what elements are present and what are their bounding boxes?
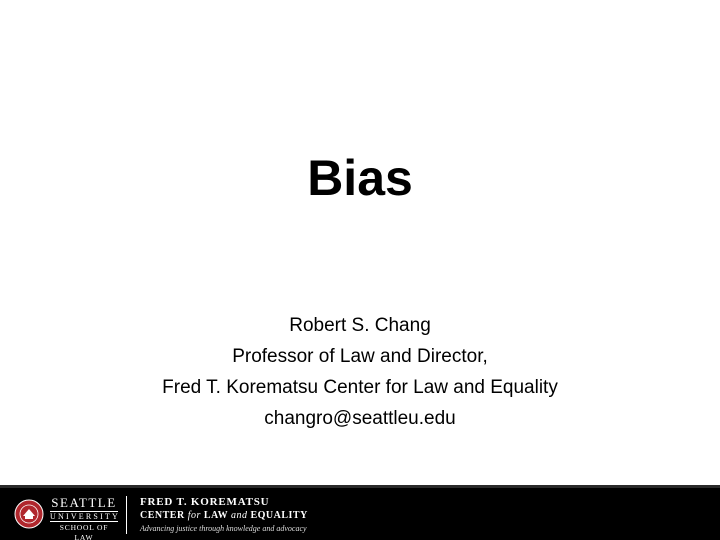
center-logo-tagline: Advancing justice through knowledge and advocacy (140, 524, 307, 533)
university-logo-line1: SEATTLE (51, 495, 117, 510)
author-organization: Fred T. Korematsu Center for Law and Equality (162, 377, 558, 398)
author-name: Robert S. Chang (289, 315, 431, 336)
author-block (0, 310, 720, 434)
footer-bar (0, 485, 720, 540)
center-logo-line1: FRED T. KOREMATSU (140, 496, 270, 508)
center-logo-word-law: LAW (200, 510, 231, 521)
university-logo-line2: UNIVERSITY (50, 512, 120, 521)
university-seal-icon (14, 499, 44, 529)
center-logo-word-equality: EQUALITY (247, 510, 308, 521)
university-logo-text (50, 496, 118, 540)
slide-title: Bias (307, 150, 413, 206)
center-logo-word-center: CENTER (140, 510, 188, 521)
center-logo-word-for: for (187, 510, 201, 521)
university-logo-line3: SCHOOL OF LAW (59, 523, 109, 540)
center-logo-line2 (140, 509, 340, 523)
center-logo-word-and: and (230, 510, 248, 521)
korematsu-center-logo (140, 495, 340, 535)
author-position: Professor of Law and Director, (232, 346, 488, 367)
footer-divider (126, 496, 127, 534)
author-email: changro@seattleu.edu (264, 408, 456, 429)
